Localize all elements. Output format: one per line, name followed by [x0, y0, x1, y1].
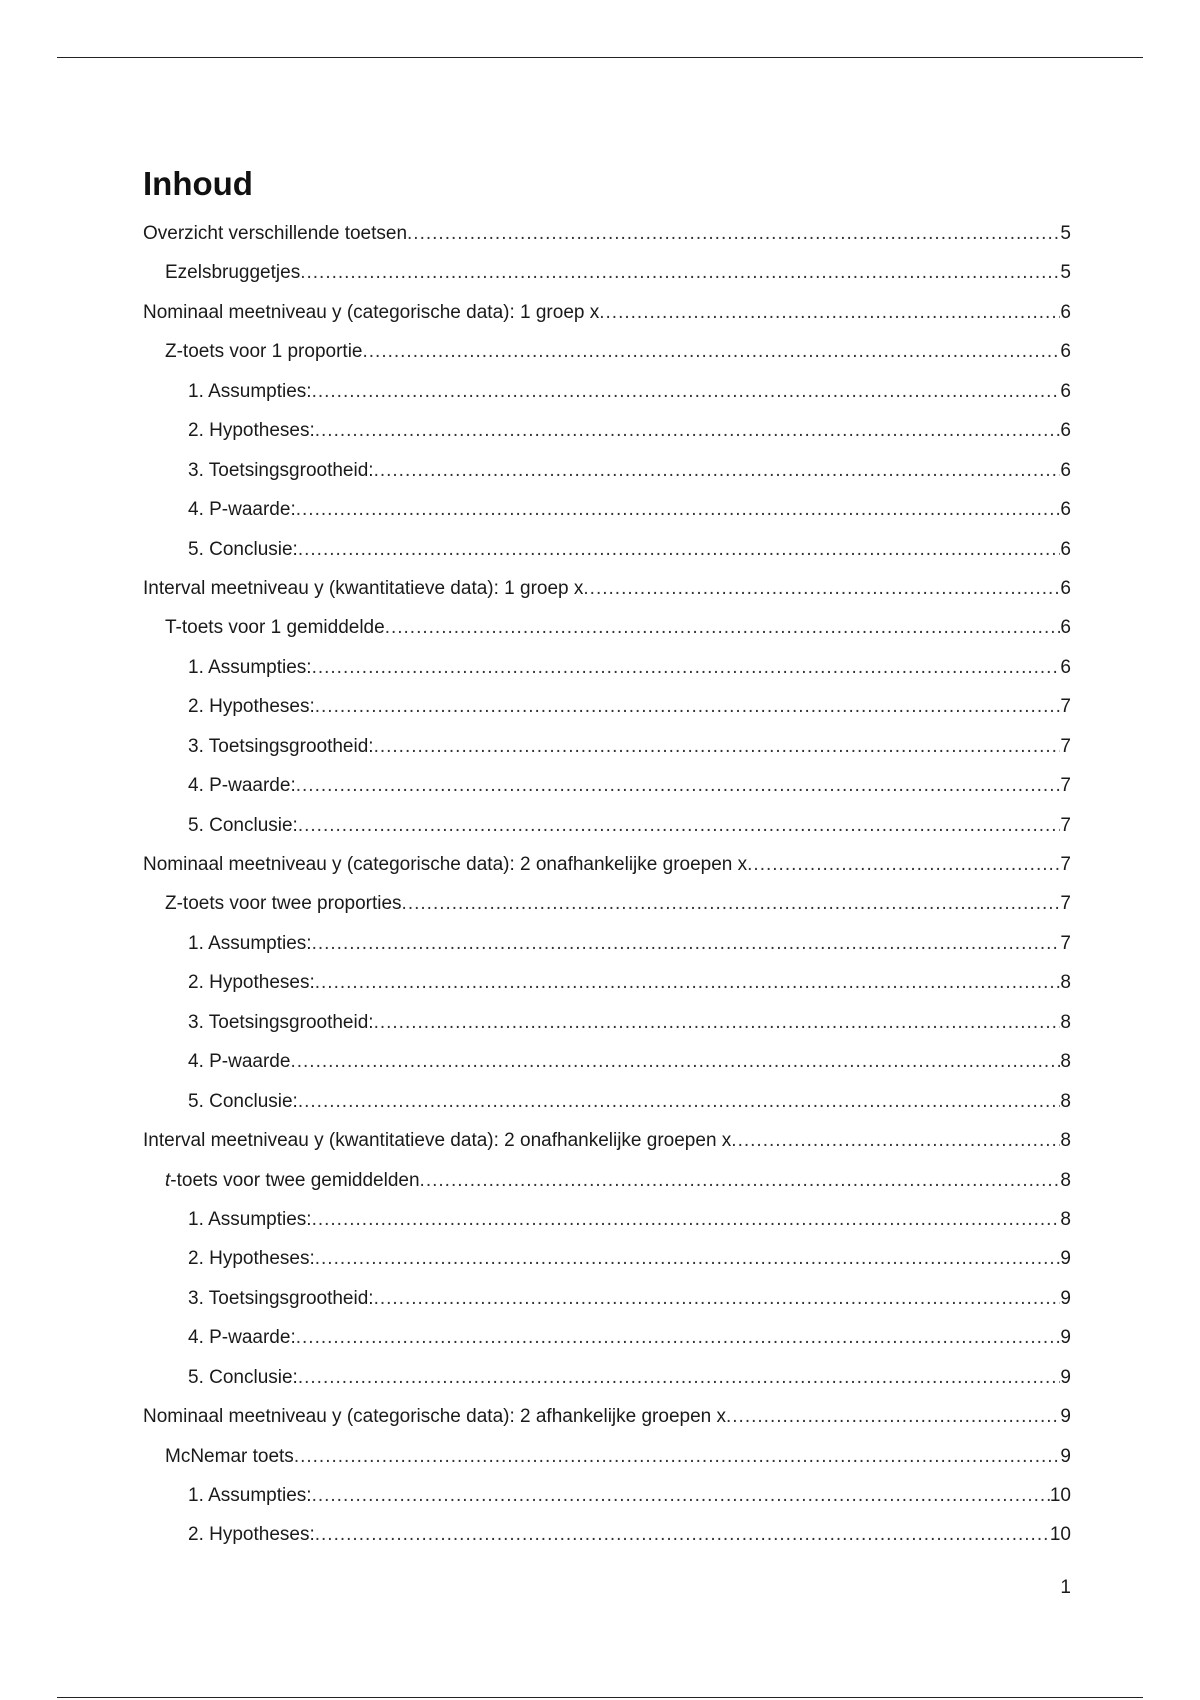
- toc-dot-leader: [298, 530, 1061, 569]
- toc-entry[interactable]: [143, 293, 1071, 332]
- toc-entry-text: Nominaal meetniveau y (categorische data): 1 groep x: [143, 301, 600, 323]
- toc-entry-page: 6: [1060, 420, 1071, 442]
- toc-entry[interactable]: [143, 1082, 1071, 1121]
- toc-entry[interactable]: [143, 766, 1071, 805]
- toc-dot-leader: [747, 845, 1060, 884]
- toc-entry[interactable]: [143, 1042, 1071, 1081]
- toc-dot-leader: [296, 490, 1061, 529]
- toc-entry[interactable]: [143, 1003, 1071, 1042]
- toc-entry-text: 1. Assumpties:: [188, 380, 312, 402]
- toc-entry-text: 3. Toetsingsgrootheid:: [188, 735, 374, 757]
- toc-entry-text: 1. Assumpties:: [188, 656, 312, 678]
- toc-entry-text: 2. Hypotheses:: [188, 420, 315, 442]
- toc-dot-leader: [731, 1121, 1060, 1160]
- toc-entry[interactable]: [143, 648, 1071, 687]
- toc-entry-text: 1. Assumpties:: [188, 1485, 312, 1506]
- toc-entry[interactable]: [143, 411, 1071, 450]
- toc-entry-text: 5. Conclusie:: [188, 538, 298, 560]
- toc-dot-leader: [290, 1042, 1060, 1081]
- toc-entry-page: 7: [1060, 932, 1071, 954]
- toc-dot-leader: [298, 1082, 1061, 1121]
- toc-entry[interactable]: [143, 1318, 1071, 1357]
- toc-entry-page: 9: [1060, 1406, 1071, 1428]
- toc-entry-page: 6: [1060, 301, 1071, 323]
- toc-entry-page: 6: [1060, 538, 1071, 560]
- toc-entry-page: 6: [1060, 499, 1071, 521]
- toc-dot-leader: [312, 648, 1061, 687]
- toc-title: Inhoud: [143, 165, 253, 202]
- toc-dot-leader: [315, 963, 1061, 1002]
- toc-dot-leader: [374, 727, 1061, 766]
- toc-dot-leader: [315, 687, 1061, 726]
- toc-entry[interactable]: [143, 1121, 1071, 1160]
- toc-entry[interactable]: [143, 1161, 1071, 1200]
- toc-dot-leader: [402, 884, 1061, 923]
- toc-entry[interactable]: [143, 253, 1071, 292]
- toc-dot-leader: [294, 1437, 1061, 1476]
- toc-entry-text: McNemar toets: [165, 1445, 294, 1467]
- toc-entry-page: 7: [1060, 814, 1071, 836]
- toc-entry-page: 9: [1060, 1248, 1071, 1270]
- toc-dot-leader: [726, 1397, 1060, 1436]
- toc-dot-leader: [296, 1318, 1061, 1357]
- toc-entry-page: 8: [1060, 1208, 1071, 1230]
- toc-dot-leader: [420, 1161, 1061, 1200]
- toc-entry[interactable]: [143, 1279, 1071, 1318]
- toc-entry-page: 7: [1060, 735, 1071, 757]
- toc-entry-page: 6: [1060, 577, 1071, 599]
- toc-dot-leader: [407, 214, 1060, 253]
- toc-entry-text: 2. Hypotheses:: [188, 972, 315, 994]
- toc-entry-page: 9: [1060, 1327, 1071, 1349]
- toc-entry-text: Interval meetniveau y (kwantitatieve data): 2 onafhankelijke groepen x: [143, 1130, 732, 1152]
- toc-entry[interactable]: [143, 687, 1071, 726]
- toc-entry[interactable]: [143, 1437, 1071, 1476]
- toc-entry-text: Z-toets voor twee proporties: [165, 893, 402, 915]
- toc-entry[interactable]: [143, 845, 1071, 884]
- toc-entry-page: 5: [1060, 223, 1071, 244]
- toc-dot-leader: [312, 1200, 1061, 1239]
- toc-dot-leader: [362, 332, 1060, 371]
- toc-entry-text: 5. Conclusie:: [188, 1090, 298, 1112]
- toc-dot-leader: [296, 766, 1061, 805]
- toc-dot-leader: [374, 1279, 1061, 1318]
- toc-entry-text: 4. P-waarde:: [188, 499, 296, 521]
- toc-entry-page: 9: [1060, 1445, 1071, 1467]
- toc-entry-text: 3. Toetsingsgrootheid:: [188, 1287, 374, 1309]
- toc-entry-text: 1. Assumpties:: [188, 932, 312, 954]
- toc-dot-leader: [312, 1476, 1050, 1515]
- toc-entry-text: 2. Hypotheses:: [188, 1524, 315, 1546]
- toc-entry-text: 4. P-waarde: [188, 1051, 291, 1073]
- toc-entry-text: Ezelsbruggetjes: [165, 262, 301, 284]
- toc-entry[interactable]: [143, 1239, 1071, 1278]
- toc-dot-leader: [315, 411, 1061, 450]
- toc-entry-text: 5. Conclusie:: [188, 1366, 298, 1388]
- toc-dot-leader: [298, 806, 1061, 845]
- footer-rule: [57, 1697, 1143, 1698]
- toc-dot-leader: [599, 293, 1060, 332]
- toc-entry-page: 8: [1060, 1011, 1071, 1033]
- toc-dot-leader: [374, 451, 1061, 490]
- toc-dot-leader: [374, 1003, 1061, 1042]
- toc-dot-leader: [298, 1358, 1061, 1397]
- toc-entry-page: 7: [1060, 775, 1071, 797]
- toc-entry-text: 2. Hypotheses:: [188, 1248, 315, 1270]
- toc-entry-page: 9: [1060, 1366, 1071, 1388]
- table-of-contents: [143, 214, 1071, 1555]
- toc-entry[interactable]: [143, 332, 1071, 371]
- toc-entry[interactable]: [143, 490, 1071, 529]
- toc-dot-leader: [315, 1239, 1061, 1278]
- toc-entry-text: 4. P-waarde:: [188, 1327, 296, 1349]
- toc-entry-page: 9: [1060, 1287, 1071, 1309]
- toc-entry-page: 7: [1060, 893, 1071, 915]
- toc-entry-text: T-toets voor 1 gemiddelde: [165, 617, 385, 639]
- toc-entry-text: Overzicht verschillende toetsen: [143, 223, 408, 244]
- toc-dot-leader: [583, 569, 1060, 608]
- toc-entry-page: 7: [1060, 854, 1071, 875]
- toc-entry-page: 10: [1049, 1485, 1071, 1506]
- toc-entry-text: t-toets voor twee gemiddelden: [165, 1169, 420, 1191]
- toc-entry-text: 3. Toetsingsgrootheid:: [188, 459, 374, 481]
- toc-entry-page: 8: [1060, 1169, 1071, 1191]
- toc-entry-page: 5: [1060, 262, 1071, 284]
- toc-entry[interactable]: [143, 1476, 1071, 1515]
- toc-dot-leader: [312, 924, 1061, 963]
- toc-entry[interactable]: [143, 1515, 1071, 1554]
- toc-entry[interactable]: [143, 608, 1071, 647]
- toc-entry-text: 3. Toetsingsgrootheid:: [188, 1011, 374, 1033]
- page-number: 1: [1060, 1577, 1071, 1598]
- toc-entry-page: 6: [1060, 656, 1071, 678]
- toc-entry[interactable]: [143, 372, 1071, 411]
- toc-dot-leader: [315, 1515, 1050, 1554]
- toc-entry-page: 6: [1060, 459, 1071, 481]
- toc-entry-text: Interval meetniveau y (kwantitatieve data): 1 groep x: [143, 577, 584, 599]
- toc-entry-text: Z-toets voor 1 proportie: [165, 341, 363, 363]
- toc-entry[interactable]: [143, 1397, 1071, 1436]
- toc-entry[interactable]: [143, 806, 1071, 845]
- toc-entry-page: 7: [1060, 696, 1071, 718]
- toc-entry-page: 6: [1060, 380, 1071, 402]
- toc-entry-page: 8: [1060, 972, 1071, 994]
- toc-entry-text: 2. Hypotheses:: [188, 696, 315, 718]
- toc-entry[interactable]: [143, 1358, 1071, 1397]
- toc-dot-leader: [312, 372, 1061, 411]
- header-rule: [57, 57, 1143, 58]
- toc-entry-page: 8: [1060, 1051, 1071, 1073]
- toc-entry-page: 8: [1060, 1090, 1071, 1112]
- toc-entry-text: 4. P-waarde:: [188, 775, 296, 797]
- toc-entry-page: 6: [1060, 341, 1071, 363]
- toc-dot-leader: [385, 608, 1061, 647]
- toc-entry-page: 6: [1060, 617, 1071, 639]
- toc-entry-text: Nominaal meetniveau y (categorische data): 2 afhankelijke groepen x: [143, 1406, 726, 1428]
- toc-entry[interactable]: [143, 884, 1071, 923]
- toc-entry[interactable]: [143, 451, 1071, 490]
- toc-entry-page: 8: [1060, 1130, 1071, 1152]
- toc-entry-text: Nominaal meetniveau y (categorische data): 2 onafhankelijke groepen x: [143, 854, 748, 875]
- toc-entry[interactable]: [143, 727, 1071, 766]
- toc-entry[interactable]: [143, 530, 1071, 569]
- toc-entry[interactable]: [143, 214, 1071, 253]
- toc-entry-text: 1. Assumpties:: [188, 1208, 312, 1230]
- toc-entry-text: 5. Conclusie:: [188, 814, 298, 836]
- toc-entry-page: 10: [1049, 1524, 1071, 1546]
- toc-entry[interactable]: [143, 1200, 1071, 1239]
- toc-dot-leader: [300, 253, 1060, 292]
- toc-entry[interactable]: [143, 569, 1071, 608]
- toc-entry[interactable]: [143, 924, 1071, 963]
- toc-entry[interactable]: [143, 963, 1071, 1002]
